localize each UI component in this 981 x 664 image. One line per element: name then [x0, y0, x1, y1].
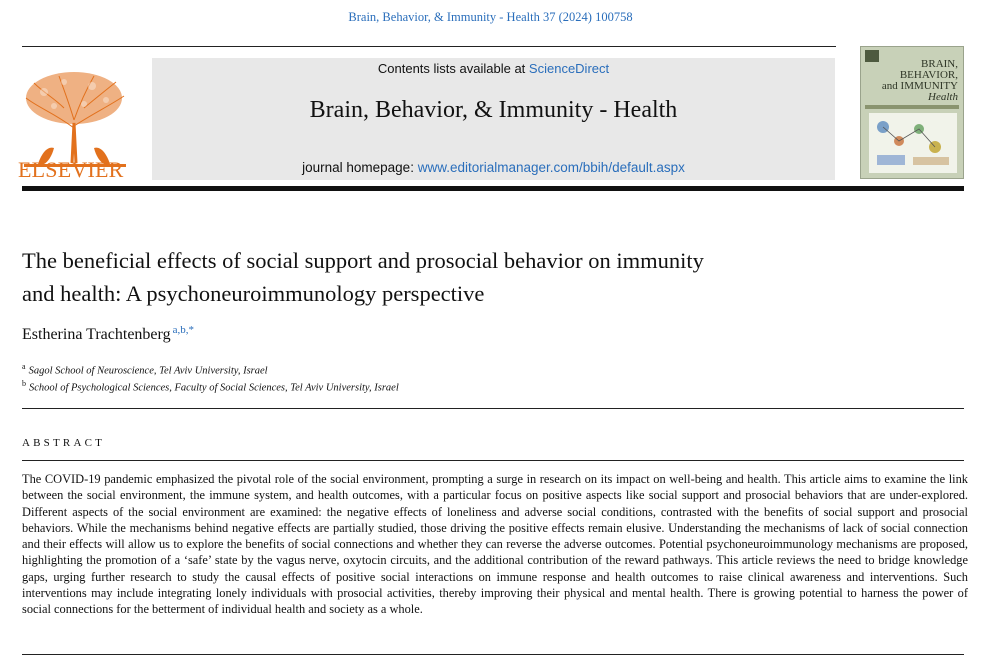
header-rule	[22, 46, 836, 47]
article-title-line-1: The beneficial effects of social support and prosocial behavior on immunity	[22, 248, 704, 273]
author-line	[22, 326, 194, 344]
section-rule	[22, 408, 964, 409]
author-name[interactable]: Estherina Trachtenberg	[22, 326, 171, 343]
cover-band	[865, 105, 959, 109]
contents-line	[152, 61, 835, 76]
affiliation-mark: b	[22, 379, 26, 388]
cover-title-line: BRAIN,	[921, 58, 958, 70]
abstract-heading: ABSTRACT	[22, 437, 106, 449]
cover-title-line: BEHAVIOR,	[899, 69, 958, 81]
cover-illustration	[869, 113, 957, 173]
cover-elsevier-logo	[865, 50, 879, 62]
journal-title: Brain, Behavior, & Immunity - Health	[309, 97, 678, 123]
cover-title-line: Health	[928, 91, 958, 103]
abstract-body: The COVID-19 pandemic emphasized the pivotal role of the social environment, prompting a surge in research on its impact on well-being and health. This article aims to examine the link between the social environment, the immune system, and health outcomes, with a particular focus on positive aspects like social support and prosocial behaviors that are under-explored. Different aspects of the social environment are examined: the negative effects of loneliness and adverse social conditions, contrasted with the benefits of social support and prosocial behaviors. While the mechanisms behind negative effects are partially studied, those driving the positive effects remain elusive. Understanding the mechanisms of lack of social connection and their effects will allow us to explore the benefits of social connections and whether they can reverse the adverse outcomes. Potential psychoneuroimmunology mechanisms are proposed, highlighting the promotion of a ‘safe’ state by the vagus nerve, oxytocin circuits, and the additional contribution of the reward pathways. This article reviews the need to bridge knowledge gaps, urging further research to study the causal effects of positive social interactions on immune response and health outcomes to raise clinical awareness and interventions. Such interventions may include integrating lonely individuals with prosocial activities, thereby improving their physical and mental health. There is growing potential to harness the power of social connections for the betterment of individual health and society as a whole.	[22, 472, 968, 616]
journal-homepage-link[interactable]: www.editorialmanager.com/bbih/default.aspx	[417, 160, 685, 175]
article-title-line-2: and health: A psychoneuroimmunology perspective	[22, 281, 485, 306]
homepage-prefix: journal homepage:	[302, 160, 414, 175]
affiliation-mark: a	[22, 362, 26, 371]
contents-prefix: Contents lists available at	[377, 61, 526, 76]
sciencedirect-link[interactable]: ScienceDirect	[528, 61, 610, 76]
affiliation-text: School of Psychological Sciences, Faculty of Social Sciences, Tel Aviv University, Israel	[29, 382, 399, 394]
affiliation-a	[22, 362, 268, 377]
journal-citation[interactable]: Brain, Behavior, & Immunity - Health 37 (2024) 100758	[348, 10, 633, 24]
affiliation-b	[22, 379, 399, 394]
abstract-bottom-rule	[22, 654, 964, 655]
affiliation-text: Sagol School of Neuroscience, Tel Aviv University, Israel	[28, 365, 268, 377]
masthead-rule	[22, 186, 964, 191]
journal-cover-thumbnail[interactable]	[860, 46, 964, 179]
elsevier-wordmark: ELSEVIER	[18, 157, 124, 182]
author-affiliation-marks[interactable]: a,b,*	[172, 324, 194, 336]
homepage-line	[152, 160, 835, 175]
cover-title-line: and IMMUNITY	[881, 80, 958, 92]
abstract-rule	[22, 460, 964, 461]
